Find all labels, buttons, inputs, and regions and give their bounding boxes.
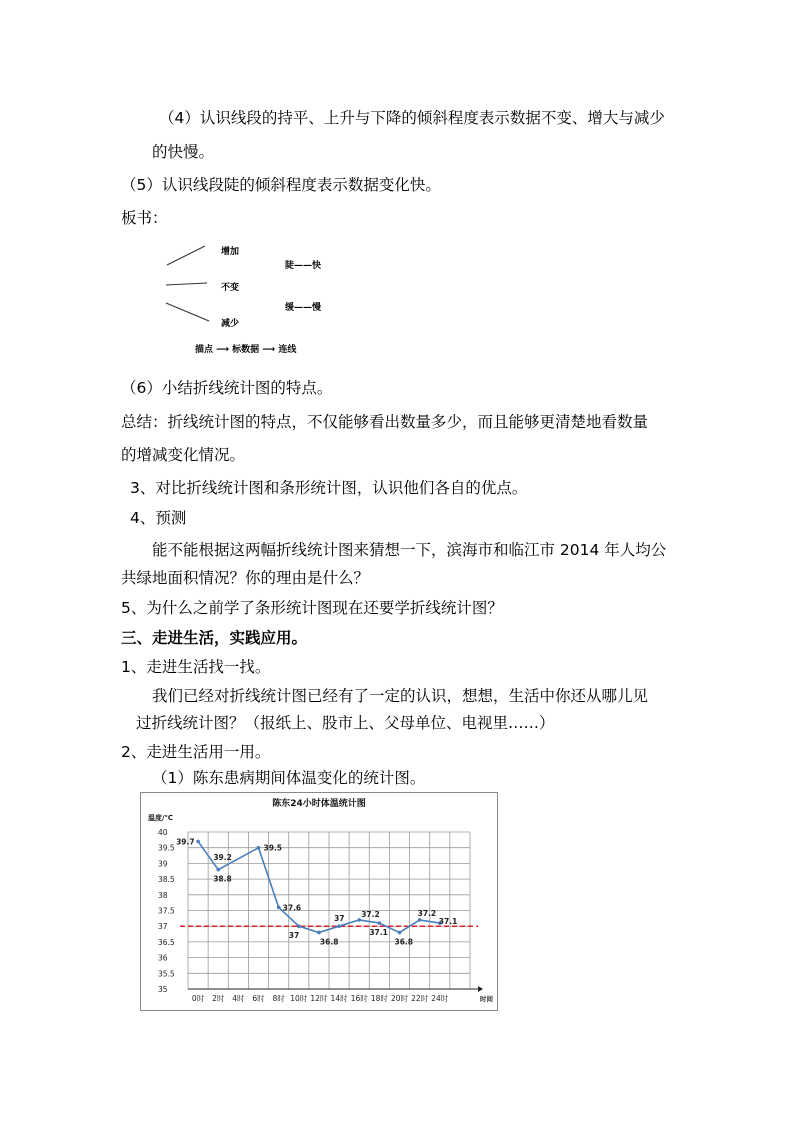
y-tick-label: 37.5 [158,906,175,916]
text-line-11: 共绿地面积情况？你的理由是什么？ [121,569,370,587]
text-line-10: 能不能根据这两幅折线统计图来猜想一下，滨海市和临江市 2014 年人均公 [152,541,667,559]
data-point [297,924,301,928]
data-point [216,868,220,872]
text-line-16: 过折线统计图？（报纸上、股市上、父母单位、电视里……） [136,714,555,732]
data-label: 36.8 [394,937,414,947]
data-point [196,840,200,844]
board-unchanged: 不变 [221,283,240,293]
x-tick-label: 16时 [350,994,368,1003]
x-tick-label: 6时 [252,994,265,1003]
data-label: 39.5 [263,843,283,853]
y-tick-label: 36.5 [158,937,175,947]
temperature-chart [140,792,498,1011]
board-decrease: 减少 [221,319,240,329]
y-tick-label: 35 [158,985,168,994]
data-point [378,921,382,925]
board-steep-fast: 陡——快 [285,261,322,271]
y-axis-label: 温度/℃ [148,814,174,822]
x-tick-label: 24时 [431,994,449,1003]
falling-line [166,303,209,321]
chart-border [141,793,498,1011]
chart-title: 陈东24小时体温统计图 [272,799,366,809]
text-line-7: 的增减变化情况。 [121,446,246,464]
x-axis-label: 时间 [480,995,493,1003]
data-point [317,931,321,935]
data-point [418,918,422,922]
chart-svg [140,792,498,1011]
y-tick-label: 35.5 [158,969,175,979]
x-tick-label: 18时 [370,994,388,1003]
data-point [277,906,281,910]
x-tick-label: 12时 [310,994,328,1003]
text-line-15: 我们已经对折线统计图已经有了一定的认识，想想，生活中你还从哪儿见 [152,687,649,705]
board-diagram [150,236,350,360]
board-increase: 增加 [221,247,240,257]
y-tick-label: 39.5 [158,843,175,853]
text-line-9: 4、预测 [130,509,187,527]
text-line-14: 1、走进生活找一找。 [121,658,271,676]
section-heading: 三、走进生活，实践应用。 [121,629,308,647]
data-label: 37.2 [417,908,437,918]
text-line-2: 的快慢。 [152,143,215,161]
data-label: 37.1 [438,917,458,927]
y-tick-label: 40 [158,828,168,837]
text-line-8: 3、对比折线统计图和条形统计图，认识他们各自的优点。 [130,479,528,497]
x-tick-label: 8时 [272,994,285,1003]
text-line-6: 总结：折线统计图的特点，不仅能够看出数量多少，而且能够更清楚地看数量 [121,413,649,431]
data-label: 37.2 [361,909,380,919]
data-label: 36.8 [319,937,339,947]
x-tick-label: 4时 [232,994,245,1003]
data-label: 39.2 [213,853,232,863]
data-point [398,931,402,935]
text-line-3: （5）认识线段陡的倾斜程度表示数据变化快。 [121,176,441,194]
data-label: 38.8 [213,874,232,884]
data-label: 37.6 [282,903,302,913]
x-tick-label: 2时 [212,994,225,1003]
y-tick-label: 38 [158,890,168,900]
y-tick-label: 38.5 [158,875,175,885]
x-tick-label: 20时 [390,994,409,1003]
x-tick-label: 0时 [191,994,205,1003]
text-line-1: （4）认识线段的持平、上升与下降的倾斜程度表示数据不变、增大与减少 [159,109,665,127]
data-point [257,846,261,850]
y-tick-label: 36 [158,953,168,963]
text-line-17: 2、走进生活用一用。 [121,743,271,761]
text-line-5: （6）小结折线统计图的特点。 [121,379,333,397]
data-label: 37 [334,914,345,924]
flat-line [166,283,207,285]
data-label: 37 [288,931,300,941]
x-tick-label: 10时 [290,994,308,1003]
x-tick-label: 14时 [330,994,348,1003]
data-point [337,924,341,928]
board-process: 描点 ⟶ 标数据 ⟶ 连线 [195,345,297,355]
data-label: 39.7 [176,837,195,847]
text-line-4: 板书： [121,209,168,227]
y-tick-label: 39 [158,859,168,869]
y-tick-label: 37 [158,922,168,932]
data-label: 37.1 [369,928,388,938]
text-line-18: （1）陈东患病期间体温变化的统计图。 [152,769,426,787]
x-tick-label: 22时 [411,994,429,1003]
board-gentle-slow: 缓——慢 [285,303,322,313]
rising-line [167,246,205,265]
text-line-12: 5、为什么之前学了条形统计图现在还要学折线统计图？ [121,599,503,617]
